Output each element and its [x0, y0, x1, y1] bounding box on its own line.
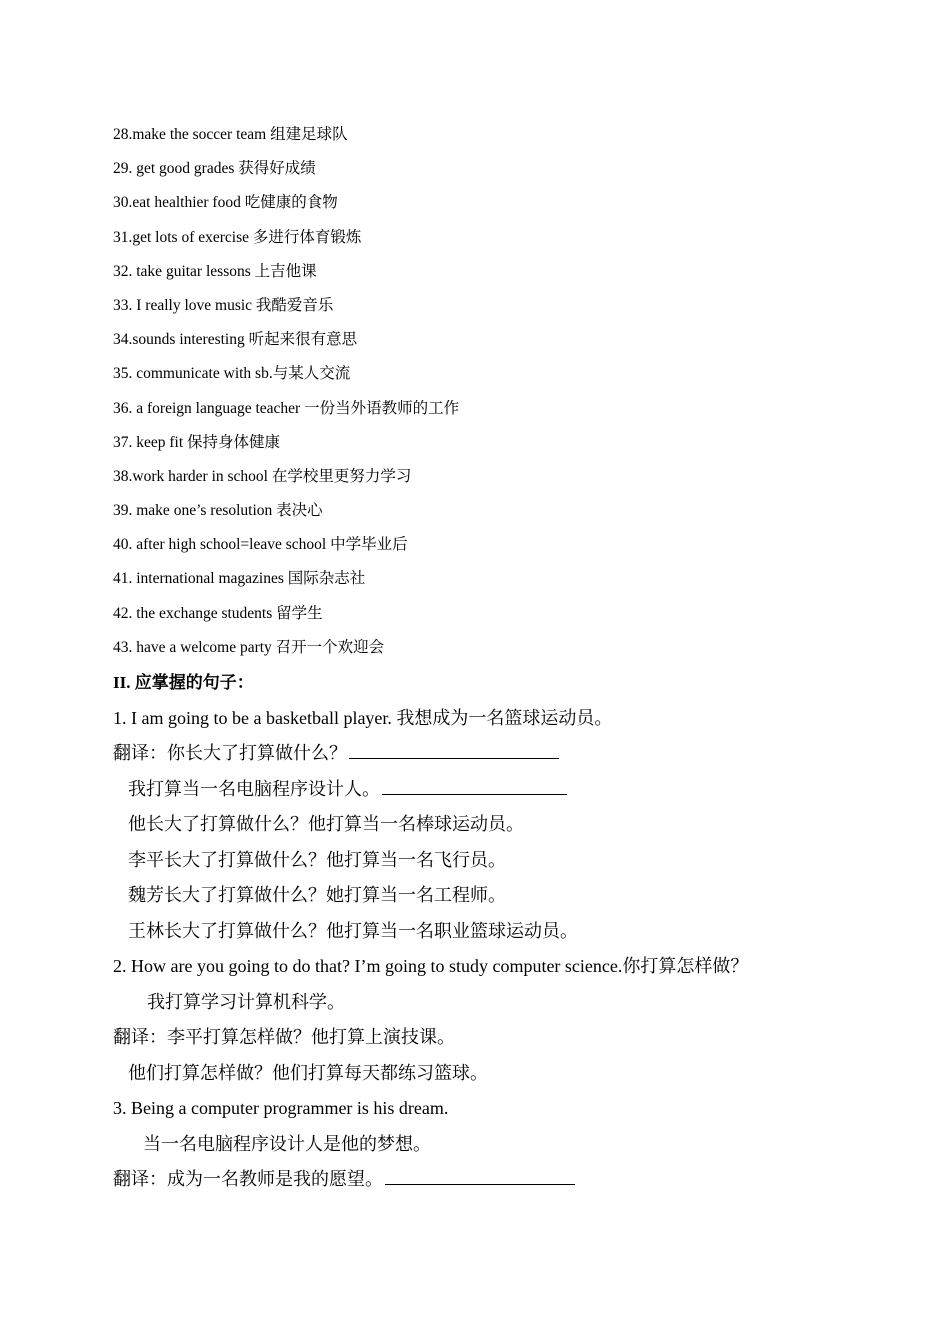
answer-blank[interactable] — [385, 1162, 575, 1185]
translation-line: 他长大了打算做什么？他打算当一名棒球运动员。 — [128, 814, 524, 834]
document-page — [113, 118, 873, 1198]
section-heading: II. 应掌握的句子： — [113, 673, 254, 692]
list-item: 32. take guitar lessons 上吉他课 — [113, 262, 317, 280]
list-item: 29. get good grades 获得好成绩 — [113, 160, 316, 178]
list-item: 38.work harder in school 在学校里更努力学习 — [113, 467, 412, 485]
translation-prompt: 翻译：你长大了打算做什么？ — [113, 743, 347, 763]
sentence-2-chinese: 我打算学习计算机科学。 — [147, 991, 345, 1012]
translation-line: 李平长大了打算做什么？他打算当一名飞行员。 — [128, 849, 506, 870]
list-item: 35. communicate with sb.与某人交流 — [113, 365, 351, 383]
list-item: 42. the exchange students 留学生 — [113, 604, 323, 622]
sentence-3-chinese: 当一名电脑程序设计人是他的梦想。 — [143, 1133, 431, 1154]
translation-line — [113, 772, 873, 808]
list-item: 37. keep fit 保持身体健康 — [113, 433, 281, 451]
list-item: 40. after high school=leave school 中学毕业后 — [113, 536, 408, 554]
sentence-3: 3. Being a computer programmer is his dream. — [113, 1098, 449, 1118]
translation-line: 王林长大了打算做什么？他打算当一名职业篮球运动员。 — [128, 920, 578, 941]
phrase-list — [113, 118, 873, 665]
list-item: 34.sounds interesting 听起来很有意思 — [113, 331, 358, 349]
list-item: 28.make the soccer team 组建足球队 — [113, 126, 348, 143]
list-item: 39. make one’s resolution 表决心 — [113, 502, 323, 520]
answer-blank[interactable] — [382, 772, 567, 795]
translation-line: 他们打算怎样做？他们打算每天都练习篮球。 — [128, 1062, 488, 1083]
list-item: 31.get lots of exercise 多进行体育锻炼 — [113, 228, 362, 246]
sentence-2: 2. How are you going to do that? I’m going to study computer science.你打算怎样做？ — [113, 956, 749, 976]
sentence-1: 1. I am going to be a basketball player. 我想成为一名篮球运动员。 — [113, 707, 613, 728]
translation-prompt: 我打算当一名电脑程序设计人。 — [128, 778, 380, 799]
list-item: 33. I really love music 我酷爱音乐 — [113, 296, 334, 314]
list-item: 30.eat healthier food 吃健康的食物 — [113, 194, 338, 212]
translation-line — [113, 1162, 873, 1198]
translation-prompt: 翻译：成为一名教师是我的愿望。 — [113, 1169, 383, 1189]
translation-line — [113, 736, 873, 772]
list-item: 36. a foreign language teacher 一份当外语教师的工作 — [113, 399, 460, 417]
list-item: 41. international magazines 国际杂志社 — [113, 570, 366, 588]
translation-line: 翻译：李平打算怎样做？他打算上演技课。 — [113, 1027, 455, 1047]
list-item: 43. have a welcome party 召开一个欢迎会 — [113, 638, 385, 656]
translation-line: 魏芳长大了打算做什么？她打算当一名工程师。 — [128, 885, 506, 905]
answer-blank[interactable] — [349, 736, 559, 759]
